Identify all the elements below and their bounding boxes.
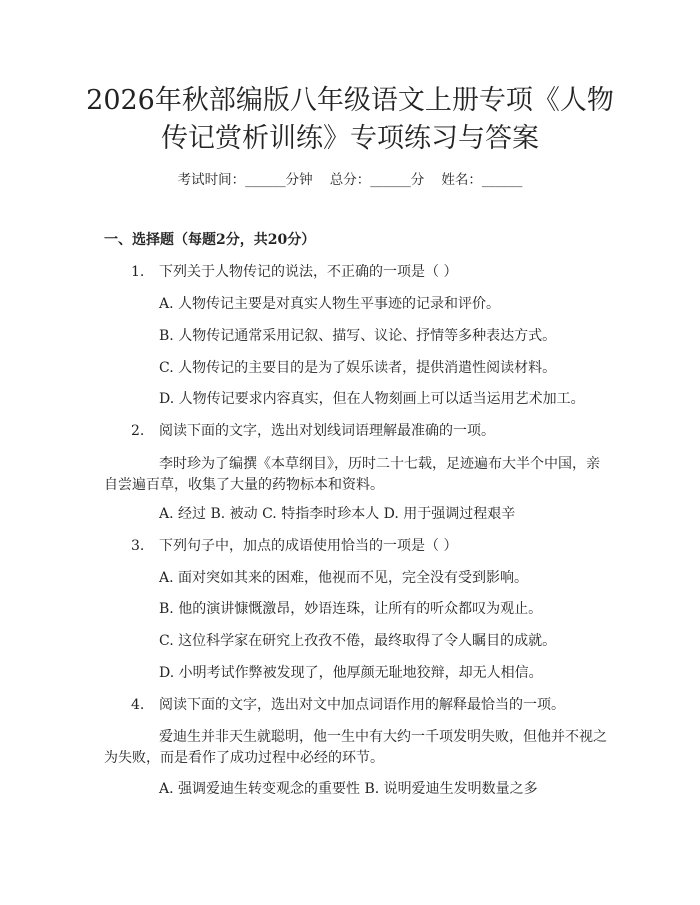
- question-stem: 下列句子中，加点的成语使用恰当的一项是（ ）: [159, 538, 458, 554]
- section-heading: 一、选择题（每题2分，共20分）: [104, 232, 316, 248]
- question-stem: 下列关于人物传记的说法，不正确的一项是（ ）: [159, 264, 458, 280]
- option-c: C. 人物传记的主要目的是为了娱乐读者，提供消遣性阅读材料。: [159, 360, 557, 376]
- options-line: A. 强调爱迪生转变观念的重要性 B. 说明爱迪生发明数量之多: [159, 781, 538, 797]
- question-number: 1.: [131, 264, 145, 280]
- exam-info: 考试时间：______分钟 总分：______分 姓名：______: [177, 172, 523, 188]
- option-b: B. 他的演讲慷慨激昂，妙语连珠，让所有的听众都叹为观止。: [159, 601, 543, 617]
- passage-line: 自尝遍百草，收集了大量的药物标本和资料。: [104, 477, 384, 493]
- question-number: 3.: [131, 538, 145, 554]
- question-number: 2.: [131, 423, 145, 439]
- option-c: C. 这位科学家在研究上孜孜不倦，最终取得了令人瞩目的成就。: [159, 633, 557, 649]
- option-a: A. 人物传记主要是对真实人物生平事迹的记录和评价。: [159, 296, 501, 312]
- passage-line: 李时珍为了编撰《本草纲目》，历时二十七载，足迹遍布大半个中国，亲: [159, 456, 600, 472]
- option-b: B. 人物传记通常采用记叙、描写、议论、抒情等多种表达方式。: [159, 328, 557, 344]
- passage-line: 为失败，而是看作了成功过程中必经的环节。: [104, 750, 384, 766]
- question-stem: 阅读下面的文字，选出对文中加点词语作用的解释最恰当的一项。: [159, 697, 565, 713]
- document-title-line-1: 2026年秋部编版八年级语文上册专项《人物: [86, 85, 614, 116]
- question-stem: 阅读下面的文字，选出对划线词语理解最准确的一项。: [159, 423, 495, 439]
- options-line: A. 经过 B. 被动 C. 特指李时珍本人 D. 用于强调过程艰辛: [159, 506, 516, 522]
- option-d: D. 人物传记要求内容真实，但在人物刻画上可以适当运用艺术加工。: [159, 391, 585, 407]
- document-title-line-2: 传记赏析训练》专项练习与答案: [161, 123, 539, 154]
- passage-line: 爱迪生并非天生就聪明，他一生中有大约一千项发明失败，但他并不视之: [159, 729, 607, 745]
- question-number: 4.: [131, 697, 145, 713]
- option-d: D. 小明考试作弊被发现了，他厚颜无耻地狡辩，却无人相信。: [159, 665, 543, 681]
- option-a: A. 面对突如其来的困难，他视而不见，完全没有受到影响。: [159, 570, 529, 586]
